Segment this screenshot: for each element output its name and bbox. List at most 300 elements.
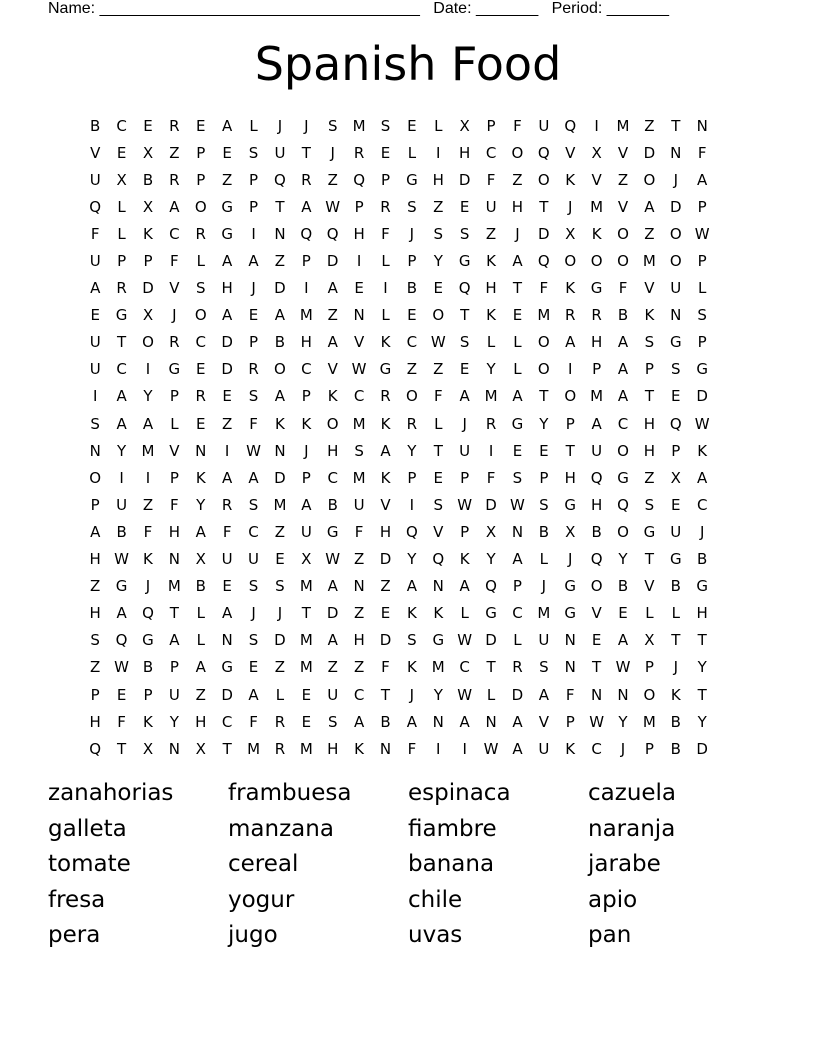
grid-letter[interactable]: N <box>353 306 365 325</box>
grid-letter[interactable]: Y <box>433 252 443 271</box>
grid-letter[interactable]: O <box>274 360 286 379</box>
grid-letter[interactable]: R <box>485 414 497 433</box>
grid-letter[interactable]: S <box>195 279 206 298</box>
grid-letter[interactable]: E <box>539 441 549 460</box>
grid-letter[interactable]: V <box>617 197 629 216</box>
grid-letter[interactable]: P <box>301 252 311 271</box>
grid-letter[interactable]: H <box>327 441 339 460</box>
grid-letter[interactable]: B <box>670 577 681 596</box>
grid-letter[interactable]: B <box>670 739 681 758</box>
grid-letter[interactable]: L <box>513 631 522 650</box>
grid-letter[interactable]: N <box>89 441 101 460</box>
grid-letter[interactable]: F <box>486 170 496 189</box>
grid-letter[interactable]: C <box>169 224 180 243</box>
grid-letter[interactable]: U <box>300 522 312 541</box>
date-line[interactable]: _______ <box>475 0 539 17</box>
grid-letter[interactable]: Y <box>618 550 628 569</box>
grid-letter[interactable]: J <box>409 685 415 704</box>
grid-letter[interactable]: P <box>169 468 179 487</box>
grid-letter[interactable]: R <box>301 170 312 189</box>
grid-letter[interactable]: E <box>512 306 523 325</box>
grid-letter[interactable]: B <box>116 522 127 541</box>
grid-letter[interactable]: U <box>353 495 365 514</box>
grid-letter[interactable]: M <box>642 252 656 271</box>
grid-letter[interactable]: L <box>407 143 417 162</box>
grid-letter[interactable]: R <box>512 658 523 677</box>
grid-letter[interactable]: A <box>327 279 338 298</box>
grid-letter[interactable]: J <box>673 658 678 677</box>
grid-letter[interactable]: Y <box>407 441 417 460</box>
grid-letter[interactable]: P <box>486 116 496 135</box>
grid-letter[interactable]: M <box>352 116 366 135</box>
grid-letter[interactable]: L <box>275 685 285 704</box>
grid-letter[interactable]: P <box>644 658 654 677</box>
grid-letter[interactable]: H <box>485 279 497 298</box>
grid-letter[interactable]: P <box>697 252 707 271</box>
grid-letter[interactable]: N <box>591 685 603 704</box>
grid-letter[interactable]: N <box>564 631 576 650</box>
grid-letter[interactable]: A <box>538 685 549 704</box>
grid-letter[interactable]: B <box>90 116 101 135</box>
grid-letter[interactable]: W <box>483 739 499 758</box>
grid-letter[interactable]: E <box>512 441 523 460</box>
grid-letter[interactable]: P <box>169 387 179 406</box>
grid-letter[interactable]: C <box>248 522 259 541</box>
grid-letter[interactable]: T <box>539 197 549 216</box>
grid-letter[interactable]: U <box>248 550 260 569</box>
grid-letter[interactable]: E <box>407 306 417 325</box>
grid-letter[interactable]: X <box>116 170 127 189</box>
grid-letter[interactable]: Q <box>115 631 128 650</box>
grid-letter[interactable]: N <box>670 143 682 162</box>
grid-letter[interactable]: B <box>195 577 206 596</box>
grid-letter[interactable]: S <box>433 224 444 243</box>
grid-letter[interactable]: K <box>565 279 576 298</box>
grid-letter[interactable]: U <box>89 252 101 271</box>
grid-letter[interactable]: C <box>221 712 233 731</box>
grid-letter[interactable]: F <box>170 495 179 514</box>
grid-letter[interactable]: V <box>591 604 602 623</box>
grid-letter[interactable]: H <box>643 414 656 433</box>
grid-letter[interactable]: Z <box>433 360 444 379</box>
grid-letter[interactable]: C <box>327 468 338 487</box>
grid-letter[interactable]: I <box>356 252 362 271</box>
grid-letter[interactable]: Z <box>142 495 154 514</box>
grid-letter[interactable]: P <box>697 333 707 352</box>
grid-letter[interactable]: L <box>170 414 179 433</box>
grid-letter[interactable]: L <box>671 604 680 623</box>
grid-letter[interactable]: L <box>645 604 654 623</box>
grid-letter[interactable]: W <box>246 441 261 460</box>
grid-letter[interactable]: N <box>696 116 708 135</box>
grid-letter[interactable]: A <box>248 252 259 271</box>
grid-letter[interactable]: R <box>248 360 259 379</box>
grid-letter[interactable]: X <box>301 550 312 569</box>
grid-letter[interactable]: G <box>669 333 682 352</box>
grid-letter[interactable]: G <box>221 224 233 243</box>
grid-letter[interactable]: A <box>274 306 286 325</box>
grid-letter[interactable]: P <box>565 712 575 731</box>
grid-letter[interactable]: X <box>565 224 576 243</box>
grid-letter[interactable]: T <box>275 197 285 216</box>
grid-letter[interactable]: A <box>116 604 127 623</box>
grid-letter[interactable]: U <box>459 441 471 460</box>
grid-letter[interactable]: R <box>169 170 180 189</box>
grid-letter[interactable]: S <box>697 306 707 325</box>
grid-letter[interactable]: I <box>304 279 309 298</box>
grid-letter[interactable]: Z <box>406 360 418 379</box>
grid-letter[interactable]: Y <box>486 360 496 379</box>
grid-letter[interactable]: A <box>380 441 391 460</box>
grid-letter[interactable]: E <box>301 712 312 731</box>
grid-letter[interactable]: R <box>353 143 365 162</box>
grid-letter[interactable]: G <box>115 577 128 596</box>
grid-letter[interactable]: T <box>697 685 707 704</box>
grid-letter[interactable]: A <box>222 604 233 623</box>
grid-letter[interactable]: S <box>327 116 338 135</box>
grid-letter[interactable]: T <box>301 604 311 623</box>
grid-letter[interactable]: E <box>380 604 391 623</box>
grid-letter[interactable]: R <box>116 279 127 298</box>
grid-letter[interactable]: T <box>592 658 602 677</box>
grid-letter[interactable]: W <box>114 550 129 569</box>
grid-letter[interactable]: O <box>617 252 629 271</box>
grid-letter[interactable]: J <box>251 279 256 298</box>
grid-letter[interactable]: G <box>485 604 497 623</box>
grid-letter[interactable]: X <box>644 631 655 650</box>
grid-letter[interactable]: S <box>407 631 417 650</box>
grid-letter[interactable]: I <box>383 279 388 298</box>
grid-letter[interactable]: K <box>644 306 655 325</box>
grid-letter[interactable]: I <box>436 143 441 162</box>
grid-letter[interactable]: C <box>116 360 127 379</box>
grid-letter[interactable]: Q <box>564 116 577 135</box>
grid-letter[interactable]: Z <box>644 468 655 487</box>
grid-letter[interactable]: V <box>90 143 101 162</box>
grid-letter[interactable]: X <box>142 306 154 325</box>
grid-letter[interactable]: L <box>117 197 126 216</box>
grid-letter[interactable]: Q <box>326 224 339 243</box>
grid-letter[interactable]: D <box>643 143 656 162</box>
grid-letter[interactable]: N <box>617 685 629 704</box>
grid-letter[interactable]: D <box>274 631 286 650</box>
grid-letter[interactable]: C <box>696 495 708 514</box>
grid-letter[interactable]: M <box>299 306 313 325</box>
grid-letter[interactable]: L <box>513 333 522 352</box>
grid-letter[interactable]: T <box>301 143 311 162</box>
grid-letter[interactable]: Z <box>169 143 180 162</box>
grid-letter[interactable]: M <box>642 712 656 731</box>
grid-letter[interactable]: Y <box>486 550 496 569</box>
grid-letter[interactable]: O <box>643 170 656 189</box>
grid-letter[interactable]: E <box>248 306 259 325</box>
grid-letter[interactable]: K <box>591 224 602 243</box>
grid-letter[interactable]: K <box>406 604 417 623</box>
grid-letter[interactable]: A <box>327 577 338 596</box>
grid-letter[interactable]: R <box>274 712 286 731</box>
grid-letter[interactable]: G <box>669 550 682 569</box>
grid-letter[interactable]: V <box>565 143 576 162</box>
grid-letter[interactable]: I <box>594 116 599 135</box>
grid-letter[interactable]: N <box>432 712 444 731</box>
grid-letter[interactable]: L <box>381 306 390 325</box>
grid-letter[interactable]: G <box>458 252 471 271</box>
grid-letter[interactable]: G <box>643 522 656 541</box>
grid-letter[interactable]: A <box>222 306 233 325</box>
grid-letter[interactable]: J <box>409 224 415 243</box>
grid-letter[interactable]: G <box>564 577 577 596</box>
grid-letter[interactable]: Y <box>539 414 549 433</box>
grid-letter[interactable]: G <box>142 631 154 650</box>
grid-letter[interactable]: A <box>222 116 233 135</box>
grid-letter[interactable]: I <box>488 441 494 460</box>
grid-letter[interactable]: C <box>353 387 365 406</box>
grid-letter[interactable]: K <box>275 414 285 433</box>
grid-letter[interactable]: A <box>222 252 233 271</box>
grid-letter[interactable]: S <box>644 333 655 352</box>
grid-letter[interactable]: J <box>145 577 151 596</box>
grid-letter[interactable]: E <box>222 387 232 406</box>
grid-letter[interactable]: D <box>696 739 708 758</box>
grid-letter[interactable]: K <box>195 468 206 487</box>
grid-letter[interactable]: A <box>459 387 470 406</box>
grid-letter[interactable]: L <box>539 550 549 569</box>
grid-letter[interactable]: R <box>195 387 206 406</box>
grid-letter[interactable]: Q <box>458 279 471 298</box>
grid-letter[interactable]: K <box>697 441 708 460</box>
grid-letter[interactable]: L <box>434 116 443 135</box>
grid-letter[interactable]: O <box>537 333 550 352</box>
grid-letter[interactable]: O <box>617 441 629 460</box>
grid-letter[interactable]: S <box>248 631 259 650</box>
grid-letter[interactable]: H <box>353 224 365 243</box>
grid-letter[interactable]: E <box>433 279 444 298</box>
grid-letter[interactable]: Q <box>617 495 629 514</box>
grid-letter[interactable]: U <box>116 495 128 514</box>
grid-letter[interactable]: P <box>249 170 259 189</box>
grid-letter[interactable]: Q <box>537 252 550 271</box>
grid-letter[interactable]: S <box>407 197 417 216</box>
grid-letter[interactable]: X <box>142 739 154 758</box>
grid-letter[interactable]: T <box>697 631 707 650</box>
grid-letter[interactable]: W <box>615 658 631 677</box>
grid-letter[interactable]: C <box>617 414 629 433</box>
grid-letter[interactable]: Y <box>697 712 707 731</box>
grid-letter[interactable]: S <box>644 495 655 514</box>
grid-letter[interactable]: V <box>538 712 549 731</box>
grid-letter[interactable]: E <box>116 685 127 704</box>
grid-letter[interactable]: T <box>644 550 654 569</box>
grid-letter[interactable]: E <box>354 279 364 298</box>
grid-letter[interactable]: J <box>699 522 705 541</box>
grid-letter[interactable]: Z <box>90 577 101 596</box>
grid-letter[interactable]: A <box>459 577 470 596</box>
grid-letter[interactable]: H <box>221 279 233 298</box>
grid-letter[interactable]: E <box>196 414 206 433</box>
grid-letter[interactable]: L <box>513 360 522 379</box>
grid-letter[interactable]: O <box>564 252 577 271</box>
grid-letter[interactable]: E <box>196 360 206 379</box>
grid-letter[interactable]: G <box>115 306 128 325</box>
grid-letter[interactable]: A <box>512 550 523 569</box>
grid-letter[interactable]: N <box>485 712 497 731</box>
grid-letter[interactable]: O <box>669 224 682 243</box>
grid-letter[interactable]: L <box>196 631 205 650</box>
grid-letter[interactable]: C <box>116 116 127 135</box>
grid-letter[interactable]: A <box>116 414 127 433</box>
grid-letter[interactable]: A <box>116 387 127 406</box>
grid-letter[interactable]: F <box>565 685 575 704</box>
grid-letter[interactable]: A <box>274 387 286 406</box>
grid-letter[interactable]: D <box>379 550 392 569</box>
grid-letter[interactable]: K <box>486 306 496 325</box>
grid-letter[interactable]: L <box>486 333 496 352</box>
grid-letter[interactable]: C <box>591 739 602 758</box>
grid-letter[interactable]: A <box>406 712 418 731</box>
grid-letter[interactable]: L <box>196 604 205 623</box>
grid-letter[interactable]: U <box>89 360 101 379</box>
grid-letter[interactable]: E <box>222 143 232 162</box>
grid-letter[interactable]: A <box>169 197 180 216</box>
grid-letter[interactable]: A <box>512 387 523 406</box>
grid-letter[interactable]: P <box>644 739 654 758</box>
grid-letter[interactable]: R <box>169 116 180 135</box>
grid-letter[interactable]: O <box>537 360 550 379</box>
grid-letter[interactable]: M <box>537 604 551 623</box>
grid-letter[interactable]: G <box>168 360 181 379</box>
grid-letter[interactable]: D <box>511 685 524 704</box>
grid-letter[interactable]: Q <box>590 468 603 487</box>
grid-letter[interactable]: K <box>143 224 153 243</box>
grid-letter[interactable]: B <box>670 712 681 731</box>
grid-letter[interactable]: E <box>143 116 153 135</box>
grid-letter[interactable]: K <box>670 685 681 704</box>
grid-letter[interactable]: D <box>485 495 497 514</box>
grid-letter[interactable]: S <box>459 333 470 352</box>
grid-letter[interactable]: I <box>568 360 573 379</box>
grid-letter[interactable]: Q <box>590 550 603 569</box>
grid-letter[interactable]: T <box>433 441 443 460</box>
grid-letter[interactable]: M <box>299 577 313 596</box>
grid-letter[interactable]: M <box>352 468 366 487</box>
grid-letter[interactable]: C <box>195 333 206 352</box>
grid-letter[interactable]: Q <box>432 550 445 569</box>
grid-letter[interactable]: E <box>248 658 259 677</box>
grid-letter[interactable]: G <box>696 577 708 596</box>
grid-letter[interactable]: L <box>117 224 126 243</box>
grid-letter[interactable]: U <box>538 739 550 758</box>
grid-letter[interactable]: W <box>351 360 367 379</box>
grid-letter[interactable]: B <box>274 333 286 352</box>
grid-letter[interactable]: X <box>670 468 681 487</box>
grid-letter[interactable]: K <box>301 414 312 433</box>
grid-letter[interactable]: A <box>512 252 523 271</box>
grid-letter[interactable]: N <box>353 577 365 596</box>
grid-letter[interactable]: A <box>617 387 629 406</box>
grid-letter[interactable]: P <box>90 495 100 514</box>
grid-letter[interactable]: H <box>590 333 603 352</box>
grid-letter[interactable]: L <box>460 604 469 623</box>
grid-letter[interactable]: J <box>304 116 309 135</box>
grid-letter[interactable]: P <box>90 685 100 704</box>
grid-letter[interactable]: Z <box>433 197 444 216</box>
grid-letter[interactable]: K <box>486 252 496 271</box>
grid-letter[interactable]: Y <box>169 712 179 731</box>
grid-letter[interactable]: E <box>671 495 681 514</box>
grid-letter[interactable]: L <box>486 685 496 704</box>
grid-letter[interactable]: P <box>592 360 602 379</box>
grid-letter[interactable]: D <box>485 631 497 650</box>
grid-letter[interactable]: Z <box>274 522 286 541</box>
grid-letter[interactable]: Y <box>697 658 707 677</box>
grid-letter[interactable]: X <box>195 550 206 569</box>
grid-letter[interactable]: Z <box>485 224 497 243</box>
grid-letter[interactable]: T <box>671 631 681 650</box>
grid-letter[interactable]: E <box>275 550 285 569</box>
grid-letter[interactable]: M <box>590 197 604 216</box>
grid-letter[interactable]: K <box>433 604 444 623</box>
grid-letter[interactable]: E <box>591 631 602 650</box>
grid-letter[interactable]: U <box>89 333 101 352</box>
grid-letter[interactable]: T <box>644 387 654 406</box>
grid-letter[interactable]: U <box>89 170 101 189</box>
grid-letter[interactable]: O <box>194 197 207 216</box>
grid-letter[interactable]: Q <box>300 224 313 243</box>
grid-letter[interactable]: V <box>327 360 338 379</box>
grid-letter[interactable]: F <box>249 414 258 433</box>
grid-letter[interactable]: H <box>590 495 603 514</box>
grid-letter[interactable]: S <box>671 360 681 379</box>
grid-letter[interactable]: P <box>117 252 127 271</box>
grid-letter[interactable]: H <box>643 441 656 460</box>
grid-letter[interactable]: J <box>277 116 283 135</box>
grid-letter[interactable]: Q <box>485 577 497 596</box>
grid-letter[interactable]: Z <box>222 414 233 433</box>
grid-letter[interactable]: F <box>433 387 443 406</box>
grid-letter[interactable]: P <box>539 468 549 487</box>
grid-letter[interactable]: Q <box>669 414 682 433</box>
grid-letter[interactable]: Q <box>89 197 102 216</box>
grid-letter[interactable]: J <box>251 604 256 623</box>
grid-letter[interactable]: Y <box>196 495 206 514</box>
grid-letter[interactable]: S <box>248 387 259 406</box>
grid-letter[interactable]: H <box>89 604 101 623</box>
grid-letter[interactable]: K <box>327 387 338 406</box>
grid-letter[interactable]: E <box>222 577 232 596</box>
grid-letter[interactable]: A <box>512 739 523 758</box>
grid-letter[interactable]: Q <box>142 604 154 623</box>
grid-letter[interactable]: W <box>510 495 525 514</box>
grid-letter[interactable]: P <box>407 468 417 487</box>
grid-letter[interactable]: M <box>299 631 313 650</box>
grid-letter[interactable]: S <box>459 224 470 243</box>
grid-letter[interactable]: E <box>618 604 628 623</box>
grid-letter[interactable]: X <box>142 143 154 162</box>
grid-letter[interactable]: I <box>119 468 124 487</box>
grid-letter[interactable]: A <box>697 170 708 189</box>
grid-letter[interactable]: V <box>380 495 391 514</box>
grid-letter[interactable]: Q <box>274 170 286 189</box>
grid-letter[interactable]: U <box>670 522 682 541</box>
grid-letter[interactable]: U <box>538 631 550 650</box>
grid-letter[interactable]: P <box>512 577 522 596</box>
grid-letter[interactable]: A <box>301 197 312 216</box>
grid-letter[interactable]: O <box>511 143 524 162</box>
grid-letter[interactable]: Y <box>618 712 628 731</box>
grid-letter[interactable]: B <box>142 658 154 677</box>
grid-letter[interactable]: T <box>117 739 127 758</box>
grid-letter[interactable]: O <box>643 685 656 704</box>
